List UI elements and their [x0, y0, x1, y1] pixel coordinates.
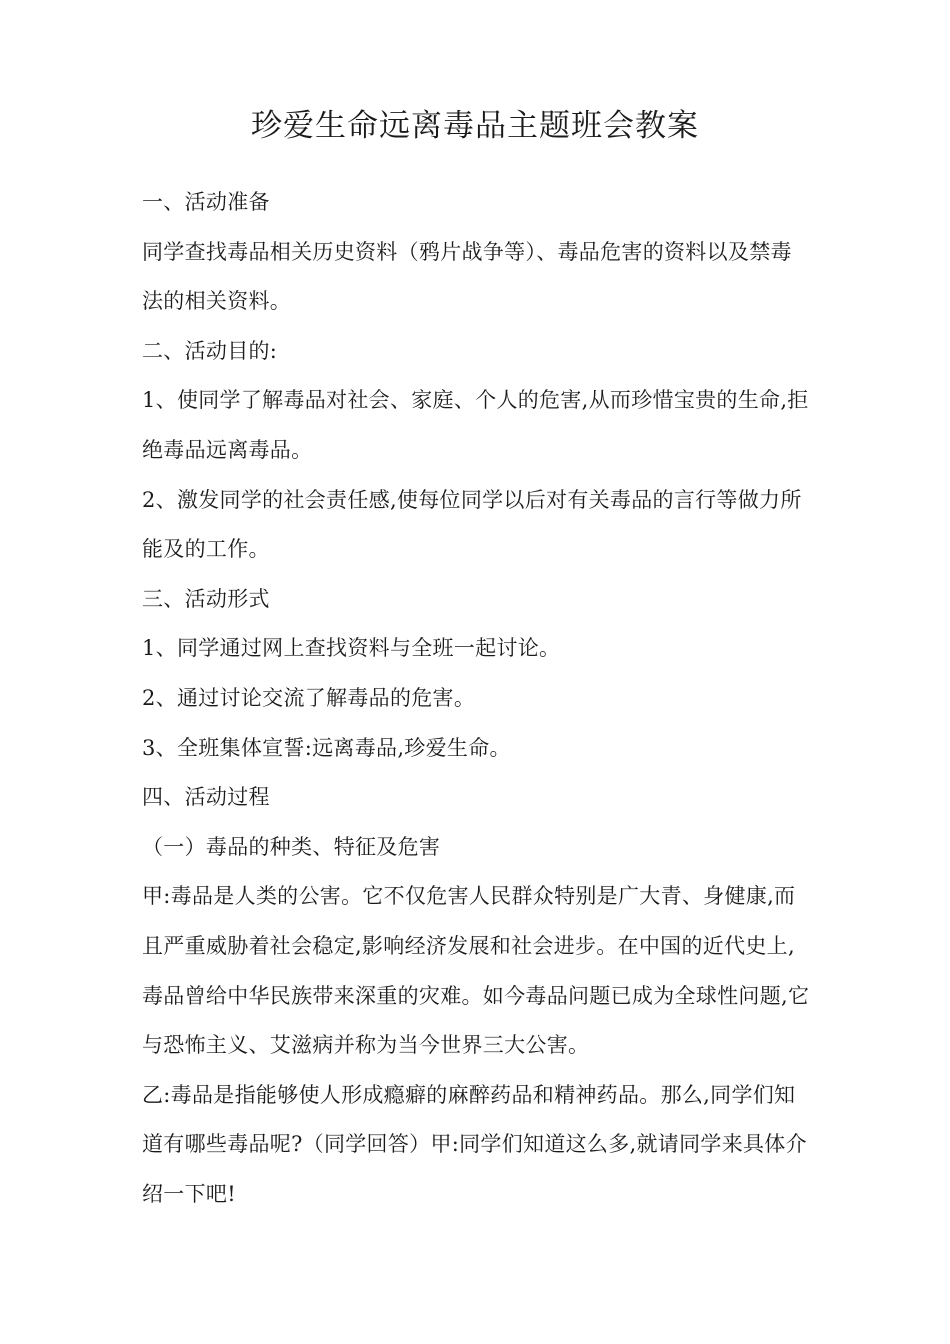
- paragraph-preparation: 同学查找毒品相关历史资料（鸦片战争等）、毒品危害的资料以及禁毒法的相关资料。: [142, 239, 792, 314]
- section-heading-preparation: 一、活动准备: [142, 190, 270, 214]
- paragraph-purpose-2: 2、激发同学的社会责任感,使每位同学以后对有关毒品的言行等做力所能及的工作。: [142, 487, 802, 562]
- paragraph-format-3: 3、全班集体宣誓:远离毒品,珍爱生命。: [142, 735, 511, 760]
- section-heading-process: 四、活动过程: [142, 785, 270, 810]
- document-body: [142, 178, 810, 1219]
- section-heading-purpose: 二、活动目的:: [142, 338, 278, 363]
- paragraph-format-2: 2、通过讨论交流了解毒品的危害。: [142, 685, 476, 710]
- section-heading-format: 三、活动形式: [142, 586, 270, 611]
- paragraph-dialogue-b: 乙:毒品是指能够使人形成瘾癖的麻醉药品和精神药品。那么,同学们知道有哪些毒品呢?（同学回答）甲:同学们知道这么多,就请同学来具体介绍一下吧!: [142, 1082, 807, 1206]
- paragraph-purpose-1: 1、使同学了解毒品对社会、家庭、个人的危害,从而珍惜宝贵的生命,拒绝毒品远离毒品。: [142, 388, 809, 462]
- subsection-heading-types: （一）毒品的种类、特征及危害: [142, 834, 441, 859]
- paragraph-format-1: 1、同学通过网上查找资料与全班一起讨论。: [142, 636, 561, 661]
- paragraph-dialogue-a: 甲:毒品是人类的公害。它不仅危害人民群众特别是广大青、身健康,而且严重威胁着社会稳定,影响经济发展和社会进步。在中国的近代史上,毒品曾给中华民族带来深重的灾难。如今毒品问题已成为全球性问题,它与恐怖主义、艾滋病并称为当今世界三大公害。: [142, 884, 810, 1058]
- document-title: 珍爱生命远离毒品主题班会教案: [251, 108, 699, 144]
